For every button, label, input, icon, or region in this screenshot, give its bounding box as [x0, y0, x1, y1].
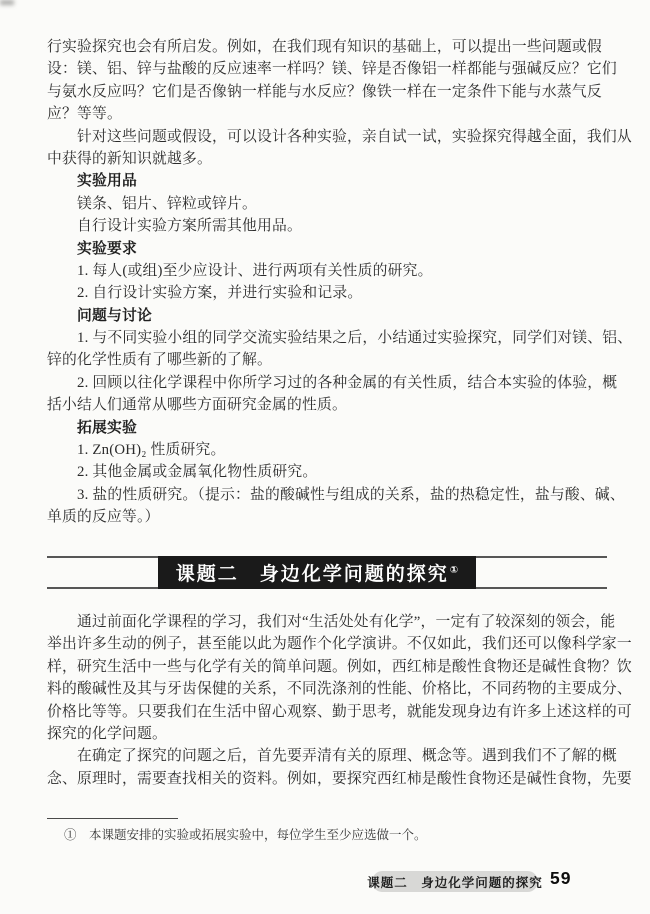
text-line: 针对这些问题或假设，可以设计各种实验，亲自试一试，实验探究得越全面，我们从	[47, 128, 632, 145]
text-line: 举出许多生动的例子，甚至能以此为题作个化学演讲。不仅如此，我们还可以像科学家一	[47, 636, 632, 653]
text-line: 应？等等。	[47, 106, 122, 123]
page-number: 59	[550, 868, 572, 888]
text-line: 与氨水反应吗？它们是否像钠一样能与水反应？像铁一样在一定条件下能与水蒸气反	[47, 83, 602, 100]
text-line: 单质的反应等。）	[47, 509, 160, 526]
body-text-bottom	[47, 611, 632, 790]
text-line: 括小结人们通常从哪些方面研究金属的性质。	[47, 397, 347, 414]
text-line: 念、原理时，需要查找相关的资料。例如，要探究西红柿是酸性食物还是碱性食物，先要	[47, 770, 632, 787]
body-text-top	[47, 36, 633, 529]
text-line: 锌的化学性质有了哪些新的了解。	[47, 352, 272, 369]
text-line: 行实验探究也会有所启发。例如，在我们现有知识的基础上，可以提出一些问题或假	[47, 39, 602, 55]
text-line: 在确定了探究的问题之后，首先要弄清有关的原理、概念等。遇到我们不了解的概	[47, 748, 617, 765]
text-line: 样，研究生活中一些与化学有关的简单问题。例如，西红柿是酸性食物还是碱性食物？饮	[47, 658, 632, 675]
footer-chapter-badge: 课题二 身边化学问题的探究	[372, 871, 538, 892]
chapter-banner	[47, 556, 607, 589]
footnote-reference-marker: ①	[449, 565, 459, 576]
chapter-banner-box	[158, 556, 476, 589]
chapter-banner-title: 课题二 身边化学问题的探究	[175, 564, 449, 585]
text-line: 1. 每人(或组)至少应设计、进行两项有关性质的研究。	[47, 262, 433, 279]
section-heading: 问题与讨论	[47, 307, 152, 324]
text-line: 1. Zn(OH)₂ 性质研究。	[47, 442, 226, 459]
text-line: 自行设计实验方案所需其他用品。	[47, 218, 302, 235]
text-line: 料的酸碱性及其与牙齿保健的关系，不同洗涤剂的性能、价格比，不同药物的主要成分、	[47, 681, 632, 698]
section-heading: 实验要求	[47, 240, 137, 257]
footnote-text: ① 本课题安排的实验或拓展实验中，每位学生至少应选做一个。	[64, 828, 427, 842]
section-heading: 实验用品	[47, 173, 137, 190]
text-line: 设：镁、铝、锌与盐酸的反应速率一样吗？镁、锌是否像铝一样都能与强碱反应？它们	[47, 61, 617, 78]
text-line: 中获得的新知识就越多。	[47, 150, 212, 167]
scan-smudge	[0, 0, 14, 5]
text-line: 1. 与不同实验小组的同学交流实验结果之后，小结通过实验探究，同学们对镁、铝、	[47, 330, 633, 347]
text-line: 2. 回顾以往化学课程中你所学习过的各种金属的有关性质，结合本实验的体验，概	[47, 374, 618, 391]
text-line: 2. 其他金属或金属氧化物性质研究。	[47, 464, 318, 481]
text-line: 3. 盐的性质研究。（提示：盐的酸碱性与组成的关系，盐的热稳定性，盐与酸、碱、	[47, 486, 625, 503]
text-line: 价格比等等。只要我们在生活中留心观察、勤于思考，就能发现身边有许多上述这样的可	[47, 703, 632, 720]
footnote-divider	[47, 818, 178, 819]
section-heading: 拓展实验	[47, 419, 137, 436]
text-line: 2. 自行设计实验方案，并进行实验和记录。	[47, 285, 363, 302]
text-line: 镁条、铝片、锌粒或锌片。	[47, 195, 257, 212]
text-line: 通过前面化学课程的学习，我们对“生活处处有化学”，一定有了较深刻的领会，能	[47, 614, 616, 630]
text-line: 探究的化学问题。	[47, 725, 167, 742]
